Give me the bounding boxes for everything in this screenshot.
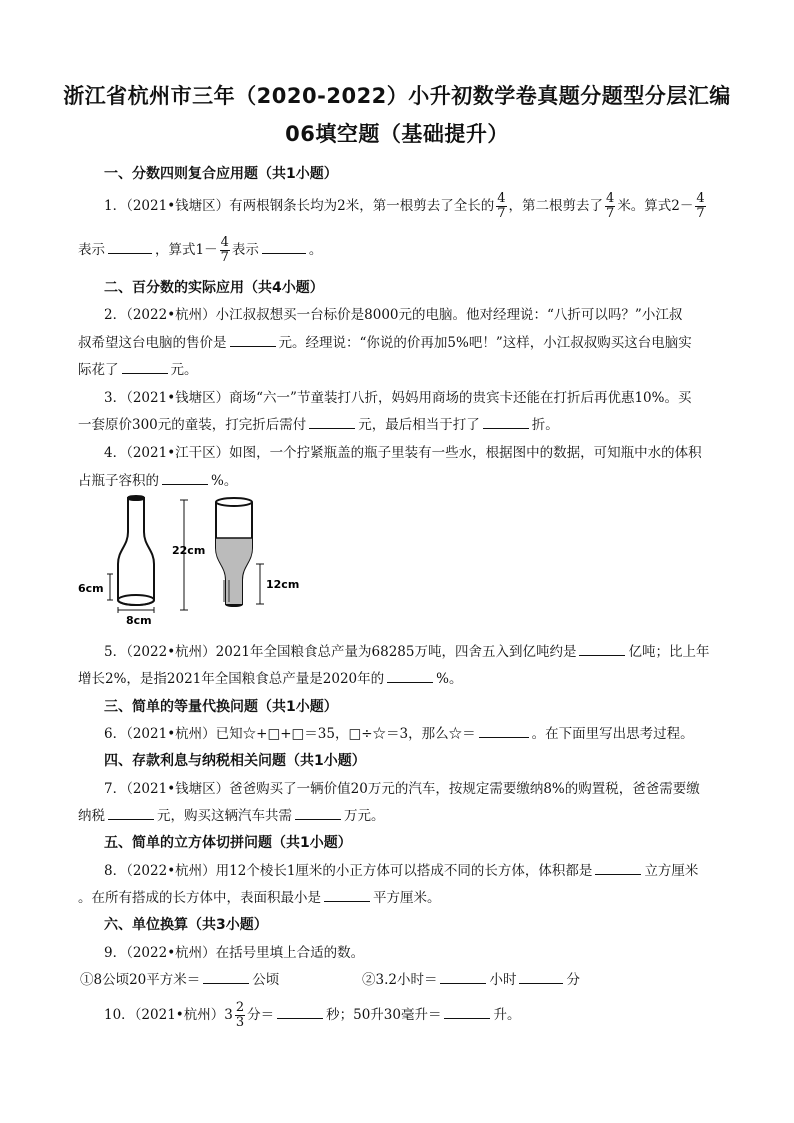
question-2-line-1: 2．（2022•杭州）小江叔叔想买一台标价是8000元的电脑。他对经理说：“八折可以吗？”小江叔 xyxy=(104,307,683,323)
answer-blank[interactable] xyxy=(108,239,152,254)
answer-blank[interactable] xyxy=(387,668,433,683)
answer-blank[interactable] xyxy=(277,1004,323,1019)
q1-text-e: ，算式1－ xyxy=(155,242,218,258)
water-fill xyxy=(216,538,252,604)
q1-text-a: 1．（2021•钱塘区）有两根钢条长均为2米，第一根剪去了全长的 xyxy=(104,198,495,214)
question-3-line-2: 一套原价300元的童装，打完折后需付 元，最后相当于打了 折。 xyxy=(78,413,559,433)
q1-text-d: 表示 xyxy=(78,242,105,258)
answer-blank[interactable] xyxy=(444,1004,490,1019)
question-4-line-1: 4．（2021•江干区）如图，一个拧紧瓶盖的瓶子里装有一些水，根据图中的数据，可知瓶中水的体积 xyxy=(104,445,702,461)
question-7-line-2: 纳税 元，购买这辆汽车共需 万元。 xyxy=(78,804,385,824)
answer-blank[interactable] xyxy=(440,969,486,984)
question-8-line-1: 8．（2022•杭州）用12个棱长1厘米的小正方体可以搭成不同的长方体，体积都是 立方厘米 xyxy=(104,859,698,879)
question-9-line-1: 9．（2022•杭州）在括号里填上合适的数。 xyxy=(104,945,365,961)
label-water-height: 6cm xyxy=(78,582,104,595)
answer-blank[interactable] xyxy=(230,332,276,347)
title-line-1: 浙江省杭州市三年（2020-2022）小升初数学卷真题分题型分层汇编 xyxy=(63,84,731,108)
answer-blank[interactable] xyxy=(324,887,370,902)
q1-text-f: 表示 xyxy=(231,242,259,258)
question-8-line-2: 。在所有搭成的长方体中，表面积最小是 平方厘米。 xyxy=(78,886,441,906)
answer-blank[interactable] xyxy=(479,723,529,738)
fraction-4-7: $\frac{4}{7}$ xyxy=(220,235,229,265)
answer-blank[interactable] xyxy=(295,805,341,820)
label-diameter: 8cm xyxy=(126,614,152,627)
label-air-height: 12cm xyxy=(266,578,300,591)
answer-blank[interactable] xyxy=(108,805,154,820)
fraction-4-7: $\frac{4}{7}$ xyxy=(606,191,615,221)
question-5-line-2: 增长2%，是指2021年全国粮食总产量是2020年的 %。 xyxy=(78,667,462,687)
air-height-marker xyxy=(256,564,264,604)
answer-blank[interactable] xyxy=(519,969,563,984)
diameter-marker xyxy=(118,607,154,613)
answer-blank[interactable] xyxy=(579,641,625,656)
question-9-part-2: ②3.2小时＝ 小时 分 xyxy=(362,968,580,988)
section-heading-1: 一、分数四则复合应用题（共1小题） xyxy=(104,166,338,182)
question-9-part-1: ①8公顷20平方米＝ 公顷 xyxy=(80,968,279,988)
section-heading-3: 三、简单的等量代换问题（共1小题） xyxy=(104,699,338,715)
question-1-line-2: 表示 ，算式1－ $\frac{4}{7}$ 表示 。 xyxy=(78,235,323,265)
section-heading-4: 四、存款利息与纳税相关问题（共1小题） xyxy=(104,753,366,769)
answer-blank[interactable] xyxy=(483,414,529,429)
question-2-line-2: 叔希望这台电脑的售价是 元。经理说：“你说的价再加5%吧！”这样，小江叔叔购买这台电脑实 xyxy=(78,331,692,351)
question-6-line-1: 6．（2021•杭州）已知☆+□+□＝35，□÷☆＝3，那么☆＝ 。在下面里写出思考过程。 xyxy=(104,722,694,742)
label-total-height: 22cm xyxy=(172,544,206,557)
question-4-line-2: 占瓶子容积的 %。 xyxy=(78,469,237,489)
bottle-figure xyxy=(74,492,304,632)
fraction-4-7: $\frac{4}{7}$ xyxy=(696,191,705,221)
fraction-2-3: $\frac{2}{3}$ xyxy=(235,1000,245,1030)
water-height-marker xyxy=(107,574,113,600)
fraction-4-7: $\frac{4}{7}$ xyxy=(497,191,506,221)
question-3-line-1: 3．（2021•钱塘区）商场“六一”节童装打八折，妈妈用商场的贵宾卡还能在打折后再优惠10%。买 xyxy=(104,390,692,406)
upright-bottle xyxy=(118,496,154,605)
question-5-line-1: 5．（2022•杭州）2021年全国粮食总产量为68285万吨，四舍五入到亿吨约是 亿吨；比上年 xyxy=(104,640,709,660)
answer-blank[interactable] xyxy=(262,239,306,254)
question-1-line-1 xyxy=(104,192,708,221)
answer-blank[interactable] xyxy=(309,414,355,429)
section-heading-2: 二、百分数的实际应用（共4小题） xyxy=(104,280,324,296)
title-line-2: 06填空题（基础提升） xyxy=(285,122,509,146)
answer-blank[interactable] xyxy=(122,359,168,374)
question-10-line-1: 10．（2021•杭州）3 $\frac{2}{3}$ 分＝ 秒；50升30毫升＝ 升。 xyxy=(104,1000,521,1030)
section-heading-5: 五、简单的立方体切拼问题（共1小题） xyxy=(104,835,352,851)
q1-text-c: 米。算式2－ xyxy=(617,198,694,214)
answer-blank[interactable] xyxy=(595,860,641,875)
answer-blank[interactable] xyxy=(162,470,208,485)
q1-text-b: ，第二根剪去了 xyxy=(508,198,604,214)
section-heading-6: 六、单位换算（共3小题） xyxy=(104,917,268,933)
answer-blank[interactable] xyxy=(203,969,249,984)
question-2-line-3: 际花了 元。 xyxy=(78,358,198,378)
question-7-line-1: 7．（2021•钱塘区）爸爸购买了一辆价值20万元的汽车，按规定需要缴纳8%的购置税，爸爸需要缴 xyxy=(104,781,700,797)
